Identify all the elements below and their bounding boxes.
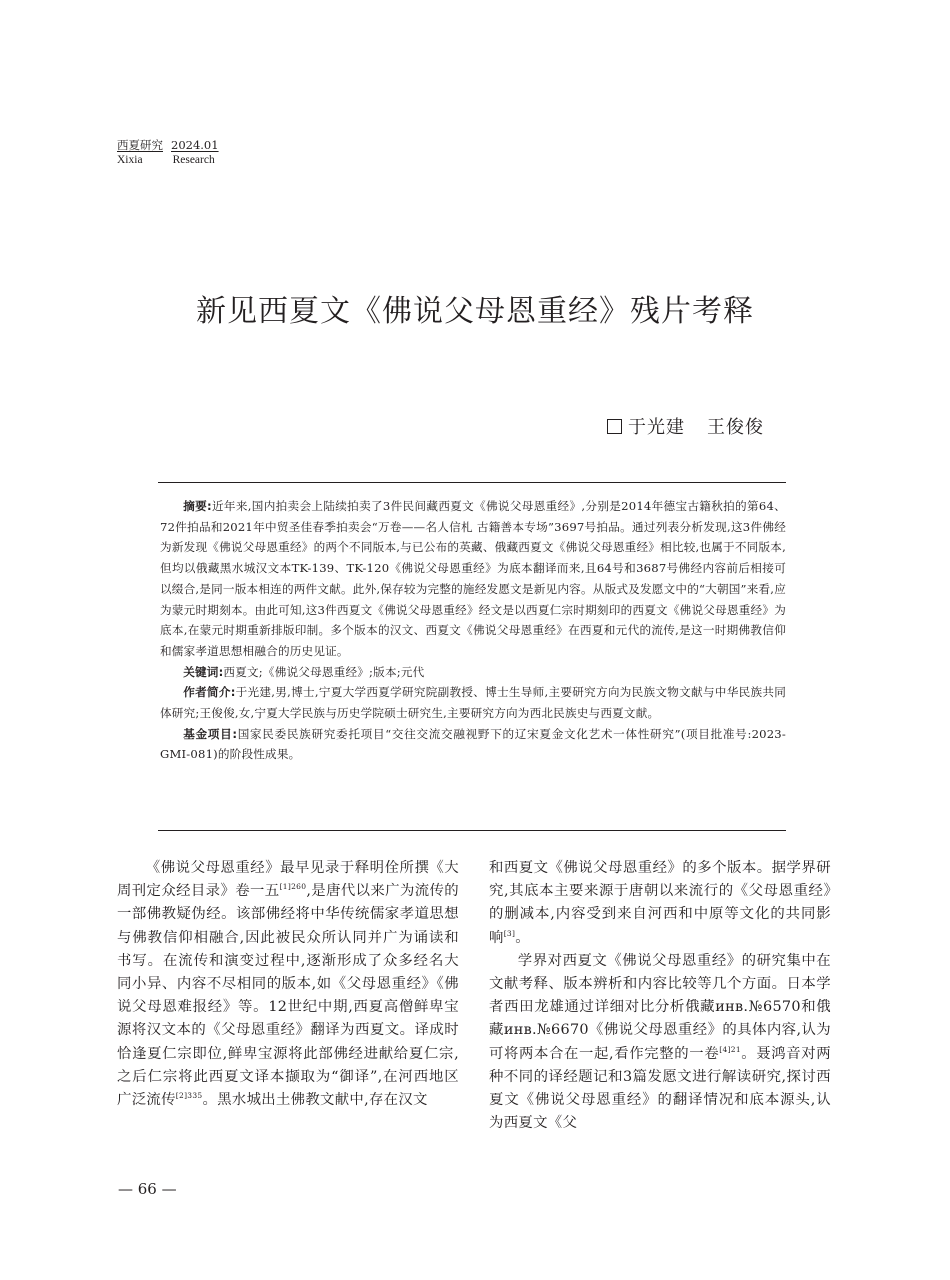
running-head-en <box>117 153 219 168</box>
body-text: 。聂鸿音对两种不同的译经题记和3篇发愿文进行解读研究,探讨西夏文《佛说父母恩重经》的翻译情况和底本源头,认为西夏文《父 <box>489 1045 831 1132</box>
body-paragraph <box>117 857 459 1112</box>
journal-name-en-2: Research <box>172 154 215 166</box>
running-head-journal <box>117 138 219 153</box>
keywords-label: 关键词: <box>183 664 224 679</box>
abstract-text: 近年来,国内拍卖会上陆续拍卖了3件民间藏西夏文《佛说父母恩重经》,分别是2014年德宝古籍秋拍的第64、72件拍品和2021年中贸圣佳春季拍卖会“万卷——名人信札 古籍善本专场”3697号拍品。通过列表分析发现,这3件佛经为新发现《佛说父母恩重经》的两个不同版本,与已公布的英藏、俄藏西夏文《佛说父母恩重经》相比较,也属于不同版本,但均以俄藏黑水城汉文本TK-139、TK-120《佛说父母恩重经》为底本翻译而来,且64号和3687号佛经内容前后相接可以缀合,是同一版本相连的两件文献。此外,保存较为完整的施经发愿文是新见内容。从版式及发愿文中的“大朝国”来看,应为蒙元时期刻本。由此可知,这3件西夏文《佛说父母恩重经》经文是以西夏仁宗时期刻印的西夏文《佛说父母恩重经》为底本,在蒙元时期重新排版印制。多个版本的汉文、西夏文《佛说父母恩重经》在西夏和元代的流传,是这一时期佛教信仰和儒家孝道思想相融合的历史见证。 <box>160 499 786 658</box>
body-text: 学界对西夏文《佛说父母恩重经》的研究集中在文献考释、版本辨析和内容比较等几个方面。日本学者西田龙雄通过详细对比分析俄藏инв.№6570和俄藏инв.№6670《佛说父母恩重经》的具体内容,认为可将两本合在一起,看作完整的一卷 <box>489 952 831 1062</box>
journal-name-cn: 西夏研究 <box>117 138 163 152</box>
body-paragraph <box>489 950 831 1136</box>
citation: [4]21 <box>719 1044 741 1054</box>
author-line <box>607 413 764 439</box>
abstract <box>160 496 786 662</box>
funding-label: 基金项目: <box>183 726 238 741</box>
author-1: 于光建 <box>628 417 685 438</box>
citation: [3] <box>503 928 516 938</box>
body-text: 和西夏文《佛说父母恩重经》的多个版本。据学界研究,其底本主要来源于唐朝以来流行的《父母恩重经》的删减本,内容受到来自河西和中原等文化的共同影响 <box>489 860 831 946</box>
body-text: 《佛说父母恩重经》最早见录于释明佺所撰《大周刊定众经目录》卷一五 <box>117 860 459 900</box>
funding-text: 国家民委民族研究委托项目“交往交流交融视野下的辽宋夏金文化艺术一体性研究”(项目批准号:2023-GMI-081)的阶段性成果。 <box>160 726 786 762</box>
body-text: 。黑水城出土佛教文献中,存在汉文 <box>202 1092 428 1109</box>
article-title: 新见西夏文《佛说父母恩重经》残片考释 <box>196 294 754 329</box>
body-column-left <box>117 857 459 1112</box>
abstract-block <box>160 496 786 765</box>
body-paragraph <box>489 857 831 950</box>
citation: [1]260 <box>279 882 307 892</box>
funding <box>160 724 786 765</box>
keywords <box>160 662 786 683</box>
citation: [2]335 <box>175 1091 203 1101</box>
body-text: 。 <box>515 929 530 946</box>
body-text: ,是唐代以来广为流传的一部佛教疑伪经。该部佛经将中华传统儒家孝道思想与佛教信仰相融合,因此被民众所认同并广为诵读和书写。在流传和演变过程中,逐渐形成了众多经名大同小异、内容不尽相同的版本,如《父母恩重经》《佛说父母恩难报经》等。12世纪中期,西夏高僧鲜卑宝源将汉文本的《父母恩重经》翻译为西夏文。译成时恰逢夏仁宗即位,鲜卑宝源将此部佛经进献给夏仁宗,之后仁宗将此西夏文译本撷取为“御译”,在河西地区广泛流传 <box>117 883 459 1109</box>
running-head <box>117 138 219 168</box>
body-column-right <box>489 857 831 1135</box>
page-number: — 66 — <box>118 1180 177 1198</box>
abstract-bottom-rule <box>158 830 786 831</box>
journal-name-en-1: Xixia <box>117 154 143 166</box>
abstract-top-rule <box>158 482 786 483</box>
author-box-icon <box>607 419 622 434</box>
issue-number: 2024.01 <box>171 138 219 152</box>
author-intro <box>160 682 786 723</box>
author-2: 王俊俊 <box>707 417 764 438</box>
abstract-label: 摘要: <box>183 499 212 513</box>
keywords-text: 西夏文;《佛说父母恩重经》;版本;元代 <box>223 664 425 679</box>
author-intro-label: 作者简介: <box>183 685 236 700</box>
author-intro-text: 于光建,男,博士,宁夏大学西夏学研究院副教授、博士生导师,主要研究方向为民族文物文献与中华民族共同体研究;王俊俊,女,宁夏大学民族与历史学院硕士研究生,主要研究方向为西北民族史与西夏文献。 <box>160 685 786 721</box>
